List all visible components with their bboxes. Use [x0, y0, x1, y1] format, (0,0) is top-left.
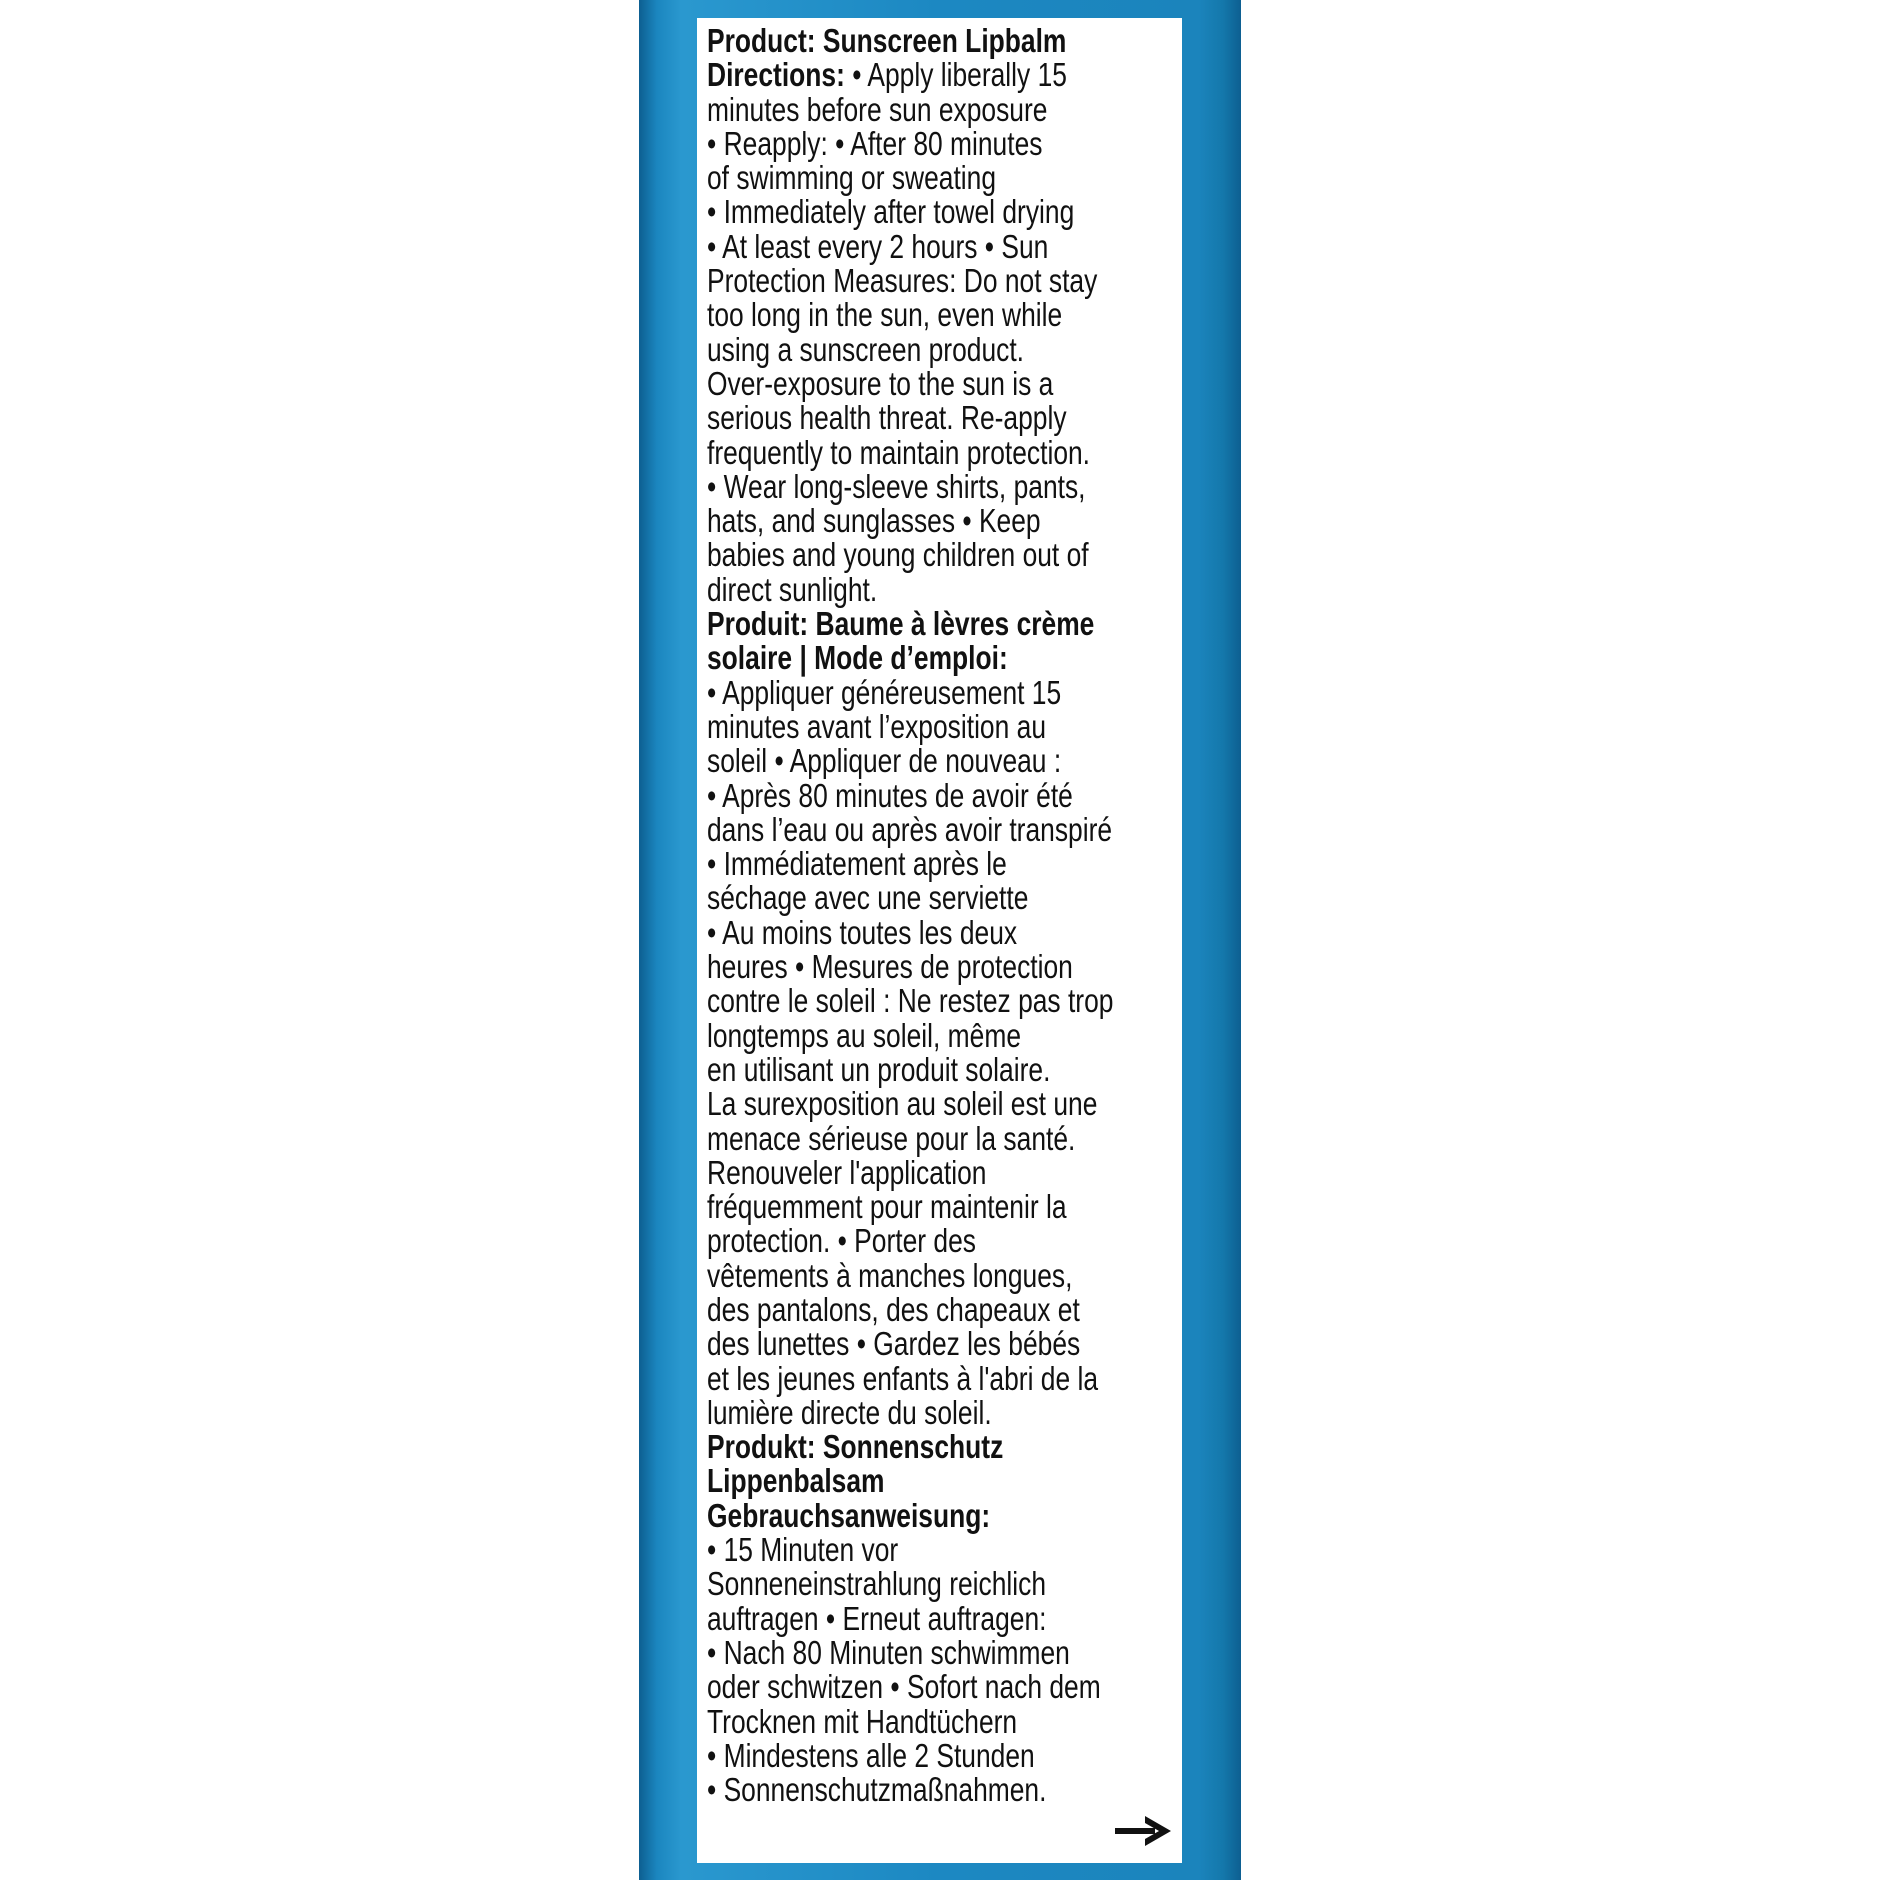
- label-line: séchage avec une serviette: [707, 879, 1029, 917]
- label-line: des pantalons, des chapeaux et: [707, 1290, 1080, 1328]
- label-line: longtemps au soleil, même: [707, 1016, 1022, 1054]
- label-line: • Mindestens alle 2 Stunden: [707, 1736, 1035, 1774]
- label-line: La surexposition au soleil est une: [707, 1085, 1098, 1123]
- label-line: soleil • Appliquer de nouveau :: [707, 742, 1062, 780]
- label-line: minutes avant l’exposition au: [707, 707, 1046, 745]
- label-line-heading: Directions:: [707, 56, 845, 94]
- label-line: Over-exposure to the sun is a: [707, 364, 1054, 402]
- label-line: • Wear long-sleeve shirts, pants,: [707, 467, 1086, 505]
- label-line: hats, and sunglasses • Keep: [707, 502, 1041, 540]
- label-line: Protection Measures: Do not stay: [707, 262, 1098, 300]
- label-line: lumière directe du soleil.: [707, 1393, 992, 1431]
- label-line: et les jeunes enfants à l'abri de la: [707, 1359, 1099, 1397]
- label-line: [707, 58, 1167, 92]
- label-line: babies and young children out of: [707, 536, 1089, 574]
- label-line: • Immédiatement après le: [707, 845, 1007, 883]
- label-line: • Reapply: • After 80 minutes: [707, 124, 1043, 162]
- label-line: • Appliquer généreusement 15: [707, 673, 1062, 711]
- label-line: Produit: Baume à lèvres crème: [707, 605, 1095, 643]
- label-line: direct sunlight.: [707, 570, 878, 608]
- label-line: des lunettes • Gardez les bébés: [707, 1325, 1081, 1363]
- label-line: dans l’eau ou après avoir transpiré: [707, 810, 1113, 848]
- label-line: • Sonnenschutzmaßnahmen.: [707, 1771, 1047, 1809]
- label-line-text: • Apply liberally 15: [844, 56, 1067, 94]
- label-line: protection. • Porter des: [707, 1222, 976, 1260]
- label-line: Lippenbalsam: [707, 1462, 885, 1500]
- label-line: frequently to maintain protection.: [707, 433, 1091, 471]
- label-line: • At least every 2 hours • Sun: [707, 227, 1049, 265]
- label-line: • Après 80 minutes de avoir été: [707, 776, 1073, 814]
- label-line: • Nach 80 Minuten schwimmen: [707, 1633, 1070, 1671]
- label-line: Gebrauchsanweisung:: [707, 1496, 991, 1534]
- directions-label: [697, 18, 1182, 1863]
- label-line: Trocknen mit Handtüchern: [707, 1702, 1018, 1740]
- label-line: auftragen • Erneut auftragen:: [707, 1599, 1047, 1637]
- label-line: Sonneneinstrahlung reichlich: [707, 1565, 1047, 1603]
- label-line: Product: Sunscreen Lipbalm: [707, 22, 1067, 59]
- label-line: contre le soleil : Ne restez pas trop: [707, 982, 1114, 1020]
- right-arrow-icon: [1115, 1814, 1173, 1848]
- label-line: vêtements à manches longues,: [707, 1256, 1073, 1294]
- directions-text: [707, 24, 1167, 1807]
- label-line: en utilisant un produit solaire.: [707, 1050, 1051, 1088]
- label-line: too long in the sun, even while: [707, 296, 1063, 334]
- label-line: oder schwitzen • Sofort nach dem: [707, 1668, 1101, 1706]
- label-line: serious health threat. Re-apply: [707, 399, 1067, 437]
- label-line: Renouveler l'application: [707, 1153, 987, 1191]
- label-line: • 15 Minuten vor: [707, 1531, 899, 1569]
- label-line: using a sunscreen product.: [707, 330, 1024, 368]
- label-line: minutes before sun exposure: [707, 90, 1048, 128]
- label-line: Produkt: Sonnenschutz: [707, 1428, 1004, 1466]
- label-line: solaire | Mode d’emploi:: [707, 639, 1008, 677]
- label-line: of swimming or sweating: [707, 159, 997, 197]
- label-line: menace sérieuse pour la santé.: [707, 1119, 1076, 1157]
- label-line: heures • Mesures de protection: [707, 948, 1073, 986]
- label-line: fréquemment pour maintenir la: [707, 1188, 1067, 1226]
- label-line: • Immediately after towel drying: [707, 193, 1075, 231]
- label-line: • Au moins toutes les deux: [707, 913, 1018, 951]
